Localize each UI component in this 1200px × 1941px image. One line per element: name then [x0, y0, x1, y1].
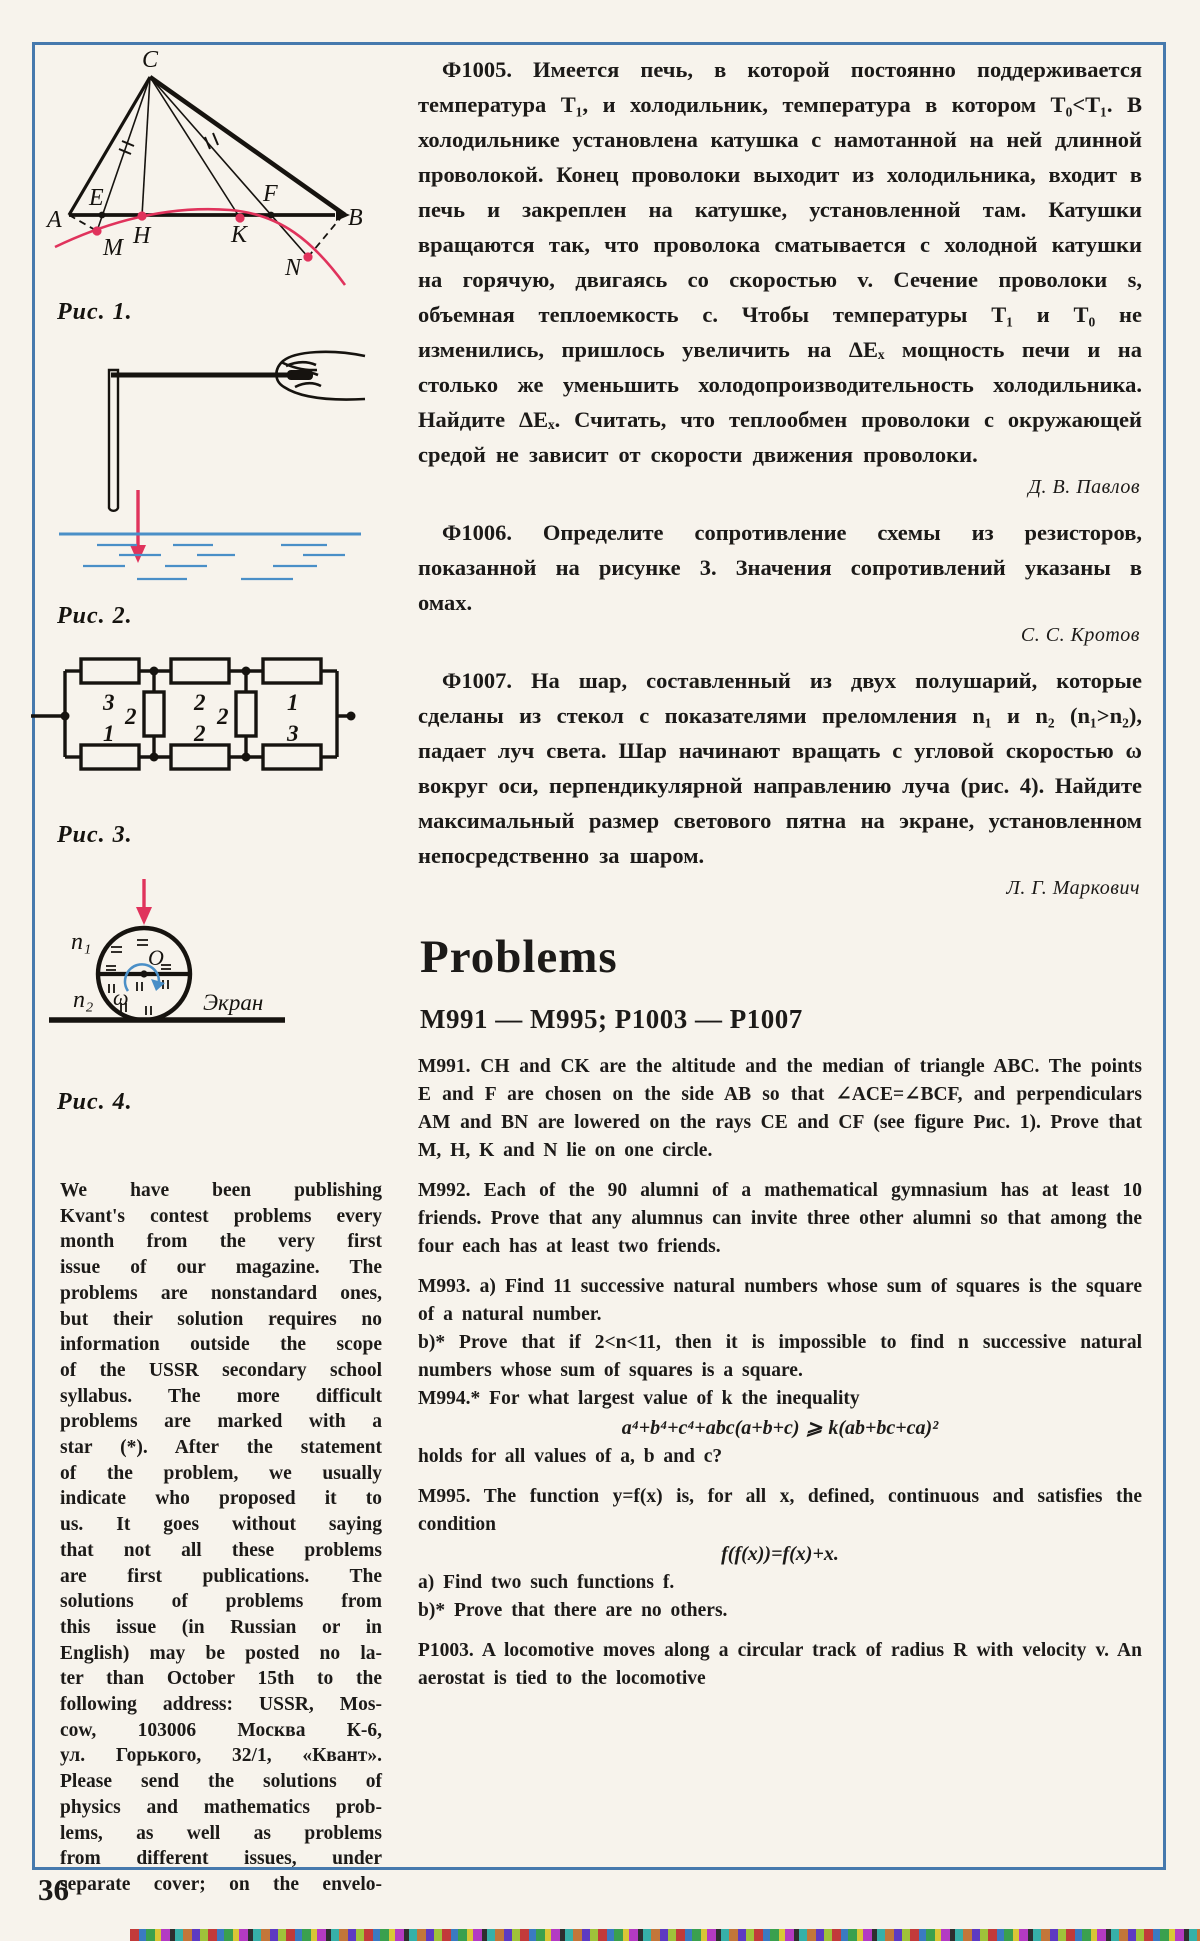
problem-f1005 [418, 52, 1142, 472]
red-points [92, 211, 312, 261]
problem-f1007 [418, 663, 1142, 873]
text-line: of the USSR secondary school [60, 1359, 382, 1381]
label-M: M [103, 235, 123, 261]
figure-2-rod-in-water-diagram [45, 348, 367, 593]
problem-text: Each of the 90 alumni of a mathematical gymnasium has at least 10 friends. Prove that any alumnus can invite three other alumni so that among the four each has at least two friends. [418, 1180, 1142, 1257]
label-A: A [47, 207, 62, 233]
left-column [45, 45, 385, 1898]
label-C: C [142, 47, 159, 73]
figure-4 [45, 879, 385, 1116]
label-screen: Экран [203, 990, 264, 1015]
problem-m995 [418, 1483, 1142, 1539]
problem-id: M992. [418, 1180, 471, 1201]
problem-m994 [418, 1385, 1142, 1413]
problem-id: P1003. [418, 1640, 474, 1661]
text-line: indicate who proposed it to [60, 1488, 382, 1510]
problem-text: A locomotive moves along a circular track of radius R with velocity v. An aerostat is tied to the locomotive [418, 1640, 1142, 1689]
gripped-rod-section [287, 370, 313, 380]
text-line: lems, as well as problems [60, 1822, 382, 1844]
problem-m993 [418, 1273, 1142, 1385]
problem-part-b: b)* Prove that if 2<n<11, then it is impossible to find n successive natural numbers whose sum of squares is a square. [418, 1332, 1142, 1381]
text-line: syllabus. The more difficult [60, 1385, 382, 1407]
label-E: E [89, 185, 104, 211]
water-ripples [83, 545, 345, 579]
resistor-value-bottom-2: 2 [194, 721, 206, 746]
red-circle-arc [55, 209, 345, 285]
resistor-value-bottom-1: 1 [103, 721, 115, 746]
problem-id: Ф1007. [442, 668, 512, 693]
text-line: physics and mathematics prob- [60, 1796, 382, 1818]
label-H: H [133, 223, 151, 249]
problem-text: Определите сопротивление схемы из резисторов, показанной на рисунке 3. Значения сопротивлений указаны в омах. [418, 520, 1143, 615]
problem-id: M994.* [418, 1388, 481, 1409]
problem-m992 [418, 1177, 1142, 1261]
resistance-values [102, 690, 299, 746]
text-line: that not all these problems [60, 1539, 382, 1561]
figure-1-labels [45, 47, 363, 281]
sphere-center-point [140, 970, 147, 977]
figure-1 [45, 45, 385, 326]
problem-text: a) Find 11 successive natural numbers whose sum of squares is the square of a natural number. [418, 1276, 1142, 1325]
problem-m991 [418, 1053, 1142, 1165]
page-number: 36 [38, 1872, 69, 1907]
label-K: K [231, 222, 248, 248]
problem-m995-part-b: b)* Prove that there are no others. [418, 1600, 728, 1621]
resistor-value-top-1: 3 [103, 690, 115, 715]
red-down-arrow [130, 490, 146, 563]
text-line: but their solution requires no [60, 1308, 382, 1330]
problem-id: Ф1005. [442, 57, 512, 82]
resistor-value-vertical-1: 2 [125, 704, 137, 729]
label-omega: ω [113, 985, 129, 1010]
figure-1-caption: Рис. 1. [57, 299, 133, 325]
text-line: issue of our magazine. The [60, 1257, 382, 1279]
text-line: of the problem, we usually [60, 1462, 382, 1484]
problem-text: For what largest value of k the inequality [489, 1388, 860, 1409]
text-line: We have been publishing [60, 1180, 382, 1201]
text-line: this issue (in Russian or in [60, 1616, 382, 1638]
water-surface [59, 534, 361, 579]
figure-3 [31, 654, 385, 849]
text-line: problems are marked with a [60, 1411, 382, 1433]
text-line: problems are nonstandard ones, [60, 1282, 382, 1304]
editorial-intro-text [60, 1178, 382, 1898]
resistor-value-top-2: 2 [194, 690, 206, 715]
text-line: Kvant's contest problems every [60, 1205, 382, 1227]
problem-f1006 [418, 515, 1142, 620]
text-line: information outside the scope [60, 1334, 382, 1356]
problem-id: M993. [418, 1276, 471, 1297]
resistor-value-vertical-2: 2 [217, 704, 229, 729]
problem-author: Л. Г. Маркович [1006, 877, 1140, 899]
text-line: solutions of problems from [60, 1591, 382, 1613]
problem-m995-part-a: a) Find two such functions f. [418, 1572, 675, 1593]
problem-text: На шар, составленный из двух полушарий, которые сделаны из стекол с показателями преломления n₁ и n₂ (n₁>n₂), падает луч света. Шар начинают вращать с угловой скоростью ω вокруг оси, перпендикулярной направлению луча (рис. 4). Найдите максимальный размер светового пятна на экране, установленном непосредственно за шаром. [418, 668, 1142, 868]
problem-p1003 [418, 1637, 1142, 1693]
right-column [418, 52, 1142, 1693]
figure-2-caption: Рис. 2. [57, 603, 133, 629]
resistor-value-bottom-3: 3 [287, 721, 299, 746]
text-line: are first publications. The [60, 1565, 382, 1587]
label-F: F [263, 181, 278, 207]
problems-range-heading: M991 — M995; P1003 — P1007 [420, 1004, 803, 1034]
problem-id: M995. [418, 1486, 471, 1507]
text-line: ул. Горького, 32/1, «Квант». [60, 1745, 382, 1767]
figure-4-sphere-diagram [45, 879, 367, 1079]
figure-4-caption: Рис. 4. [57, 1089, 133, 1115]
text-line: ter than October 15th to the [60, 1668, 382, 1690]
text-line: us. It goes without saying [60, 1514, 382, 1536]
label-N: N [285, 255, 302, 281]
label-center-O: O [148, 945, 164, 970]
rod-lines [109, 370, 297, 511]
incident-ray-arrow [136, 879, 152, 925]
problem-text: Имеется печь, в которой постоянно поддерживается температура T₁, и холодильник, температура в котором T₀<T₁. В холодильнике установлена катушка с намотанной на ней длинной проволокой. Конец проволоки выходит из холодильника, входит в печь и закреплен на катушке, установленной там. Катушки вращаются так, что проволока сматывается с холодной катушки на горячую, двигаясь со скоростью v. Сечение проволоки s, объемная теплоемкость c. Чтобы температуры T₁ и T₀ не изменились, пришлось увеличить на ΔEₓ мощность печи и на столько же уменьшить холодопроизводительность холодильника. Найдите ΔEₓ. Считать, что теплообмен проволоки с окружающей средой не зависит от скорости движения проволоки. [418, 57, 1142, 467]
problem-author: Д. В. Павлов [1028, 476, 1140, 498]
figure-1-triangle-diagram [45, 45, 367, 289]
problem-m994-after: holds for all values of a, b and c? [418, 1446, 723, 1467]
resistor-value-top-3: 1 [287, 690, 299, 715]
problem-m995-condition-formula: f(f(x))=f(x)+x. [721, 1543, 839, 1565]
problem-author: С. С. Кротов [1020, 624, 1140, 646]
figure-2 [45, 348, 385, 630]
problem-m994-inequality-formula: a⁴+b⁴+c⁴+abc(a+b+c) ⩾ k(ab+bc+ca)² [621, 1417, 939, 1439]
problem-id: M991. [418, 1056, 471, 1077]
problem-text: The function y=f(x) is, for all x, defined, continuous and satisfies the condition [418, 1486, 1142, 1535]
text-line: Please send the solutions of [60, 1771, 382, 1793]
scan-noise-strip [130, 1929, 1200, 1941]
figure-3-resistor-circuit-diagram [31, 654, 361, 812]
text-line: following address: USSR, Mos- [60, 1694, 382, 1716]
label-n1: n₁ [71, 929, 92, 955]
text-line: month from the very first [60, 1231, 382, 1253]
text-line: cow, 103006 Москва К-6, [60, 1719, 382, 1741]
text-line: separate cover; on the envelo- [60, 1873, 382, 1895]
problems-section-title: Problems [420, 931, 618, 983]
problem-id: Ф1006. [442, 520, 512, 545]
text-line: English) may be posted no la- [60, 1642, 382, 1664]
problem-text: CH and CK are the altitude and the median of triangle ABC. The points E and F are chosen on the side AB so that ∠ACE=∠BCF, and perpendiculars AM and BN are lowered on the rays CE and CF (see figure Рис. 1). Prove that M, H, K and N lie on one circle. [418, 1056, 1142, 1161]
label-B: B [348, 205, 363, 231]
text-line: from different issues, under [60, 1848, 382, 1870]
text-line: star (*). After the statement [60, 1437, 382, 1459]
triangle-lines [69, 77, 345, 257]
label-n2: n₂ [73, 987, 94, 1013]
figure-3-caption: Рис. 3. [57, 822, 133, 848]
